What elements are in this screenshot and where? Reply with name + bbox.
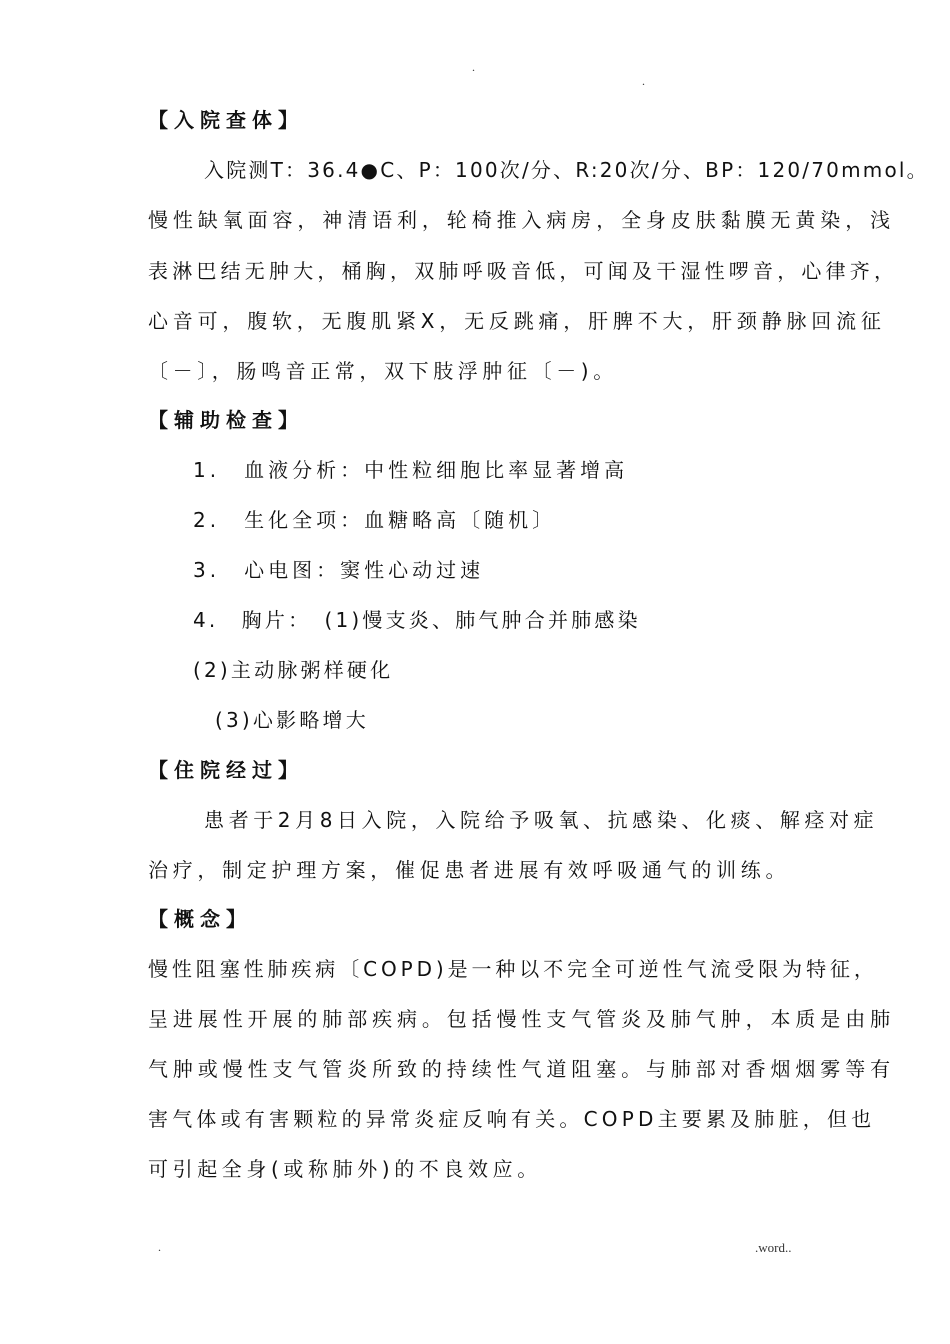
admission-exam-line-2: 慢性缺氧面容，神清语利，轮椅推入病房，全身皮肤黏膜无黄染，浅 xyxy=(148,208,895,232)
concept-heading: 【概念】 xyxy=(148,907,252,931)
admission-exam-line-3: 表淋巴结无肿大，桶胸，双肺呼吸音低，可闻及干湿性啰音，心律齐， xyxy=(148,259,899,283)
concept-line-1: 慢性阻塞性肺疾病〔COPD)是一种以不完全可逆性气流受限为特征， xyxy=(148,957,878,981)
admission-exam-heading: 【入院查体】 xyxy=(148,108,304,132)
auxiliary-exam-item-2: 2. 生化全项：血糖略高〔随机〕 xyxy=(193,508,557,532)
hospital-course-heading: 【住院经过】 xyxy=(148,758,304,782)
header-dot-1: . xyxy=(472,60,475,74)
concept-line-5: 可引起全身(或称肺外)的不良效应。 xyxy=(148,1157,542,1181)
concept-line-2: 呈进展性开展的肺部疾病。包括慢性支气管炎及肺气肿，本质是由肺 xyxy=(148,1007,895,1031)
admission-exam-line-1: 入院测T：36.4●C、P：100次/分、R:20次/分、BP：120/70mmol。 xyxy=(204,158,929,182)
concept-line-4: 害气体或有害颗粒的异常炎症反响有关。COPD主要累及肺脏，但也 xyxy=(148,1107,876,1131)
admission-exam-line-5: 〔－〕，肠鸣音正常，双下肢浮肿征〔－)。 xyxy=(148,359,618,383)
auxiliary-exam-item-4: 4. 胸片： (1)慢支炎、肺气肿合并肺感染 xyxy=(193,608,641,632)
header-dot-2: . xyxy=(642,74,645,88)
hospital-course-line-2: 治疗，制定护理方案，催促患者进展有效呼吸通气的训练。 xyxy=(148,858,791,882)
auxiliary-exam-item-1: 1. 血液分析：中性粒细胞比率显著增高 xyxy=(193,458,629,482)
footer-word-mark: .word.. xyxy=(755,1240,792,1255)
auxiliary-exam-heading: 【辅助检查】 xyxy=(148,408,304,432)
auxiliary-exam-item-5: (2)主动脉粥样硬化 xyxy=(193,658,394,682)
auxiliary-exam-item-3: 3. 心电图：窦性心动过速 xyxy=(193,558,485,582)
admission-exam-line-4: 心音可，腹软，无腹肌紧X，无反跳痛，肝脾不大，肝颈静脉回流征 xyxy=(148,309,886,333)
hospital-course-line-1: 患者于2月8日入院，入院给予吸氧、抗感染、化痰、解痉对症 xyxy=(204,808,879,832)
auxiliary-exam-item-6: (3)心影略增大 xyxy=(215,708,369,732)
concept-line-3: 气肿或慢性支气管炎所致的持续性气道阻塞。与肺部对香烟烟雾等有 xyxy=(148,1057,895,1081)
footer-dot: . xyxy=(158,1240,161,1254)
